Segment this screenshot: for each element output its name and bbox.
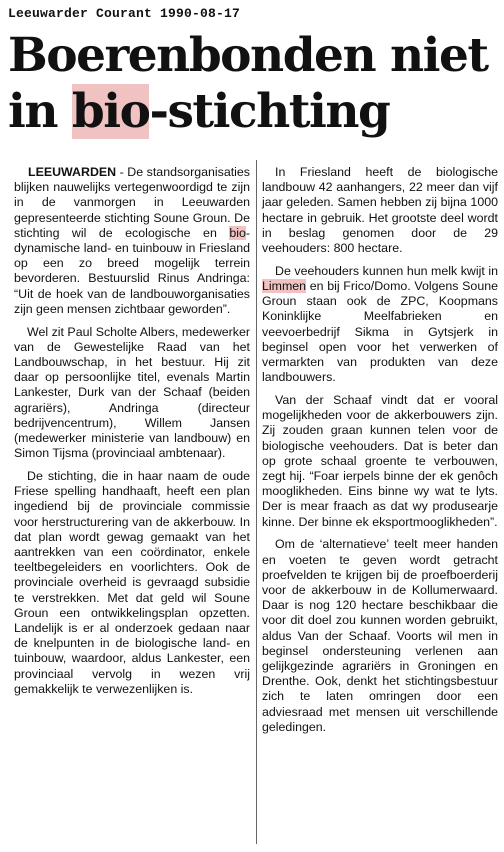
headline-line-2: [8, 84, 500, 140]
highlighted-search-term: bio: [229, 225, 246, 240]
paragraph-text: -dynamische land- en tuinbouw in Friesland op een zo breed mogelijk terrein bevorderen. Bestuurslid Rinus Andringa: “Uit de hoek van de landbouworganisaties zijn geen mensen zichtbaar geworden”.: [14, 225, 250, 316]
article-paragraph: Wel zit Paul Scholte Albers, medewerker van de Gewestelijke Raad van het Landbouwschap, in het bestuur. Hij zit daar op persoonlijke titel, evenals Martin Lankester, Durk van der Schaaf (beiden agrariërs), Andringa (directeur bedrijvencentrum), Willem Jansen (medewerker ministerie van landbouw) en Simon Tijsma (provinciaal ambtenaar).: [14, 324, 250, 461]
article-paragraph: [14, 165, 250, 317]
headline-part: in: [8, 84, 72, 139]
column-divider: [256, 160, 257, 844]
article-paragraph: [262, 264, 498, 386]
article-paragraph: Van der Schaaf vindt dat er vooral mogelijkheden voor de akkerbouwers zijn. Zij zouden graan kunnen telen voor de biologische veehouders. Dat is beter dan op grote schaal groente te verbouwen, zegt hij. “Foar ierpels binne der ek genôch mooglikheden. Eins binne wy wat te lyts. Der is mear fraach as dat wy produsearje kinne. Der binne ek eksportmooglikheden”.: [262, 393, 498, 529]
dateline: LEEUWARDEN: [28, 165, 117, 179]
headline-part: -stichting: [149, 84, 390, 139]
source-line: Leeuwarder Courant 1990-08-17: [8, 6, 241, 21]
paragraph-text: De veehouders kunnen hun melk kwijt in: [275, 263, 498, 278]
article-column-right: [262, 165, 498, 743]
paragraph-text: - De standsorganisaties blijken nauwelijks vertegenwoordigd te zijn in de vanmorgen in Leeuwarden gepresenteerde stichting Soune Groun. De stichting wil de ecologische en: [14, 165, 250, 240]
article-column-left: [14, 165, 250, 705]
article-paragraph: In Friesland heeft de biologische landbouw 42 aanhangers, 22 meer dan vijf jaar geleden. Samen hebben zij bijna 1000 hectare in gebruik. Het grootste deel wordt in beslag genomen door de 29 veehouders: 800 hectare.: [262, 165, 498, 256]
paragraph-text: en bij Frico/Domo. Volgens Soune Groun staan ook de ZPC, Koopmans Koninklijke Meelfabrieken en veevoerbedrijf Sikma in Gytsjerk in beginsel open voor het verwerken of vermarkten van produkten van deze landbouwers.: [262, 279, 498, 385]
highlighted-search-term: Limmen: [262, 279, 307, 294]
headline-line-1: Boerenbonden niet: [8, 28, 488, 83]
article-paragraph: De stichting, die in haar naam de oude Friese spelling handhaaft, heeft een plan ingediend bij de provinciale commissie voor herstructurering van de akkerbouw. In dat plan wordt gewag gemaakt van het aantrekken van een coördinator, enkele teeltbegeleiders en voorlichters. Ook de provinciale overheid is gevraagd subsidie te verstrekken. Met dat geld wil Soune Groun een ontwikkelingsplan opzetten. Landelijk is er al onderzoek gedaan naar de knelpunten in de biologische land- en tuinbouw, waardoor, aldus Lankester, een provinciaal vervolg in wezen vrij gemakkelijk te verwezenlijken is.: [14, 469, 250, 696]
highlighted-search-term: bio: [71, 84, 150, 139]
article-paragraph: Om de ‘alternatieve’ teelt meer handen en voeten te geven wordt getracht proefvelden te krijgen bij de proefboerderij voor de akkerbouw in de Kollumerwaard. Daar is nog 120 hectare beschikbaar die voor dit doel zou kunnen worden gebruikt, aldus Van der Schaaf. Voorts wil men in beginsel ondersteuning verlenen aan gelijkgezinde agrariërs in Groningen en Drenthe. Ook, denkt het stichtingsbestuur zich te laten omringen door een adviesraad met mensen uit verschillende geledingen.: [262, 537, 498, 734]
headline: [8, 28, 500, 140]
